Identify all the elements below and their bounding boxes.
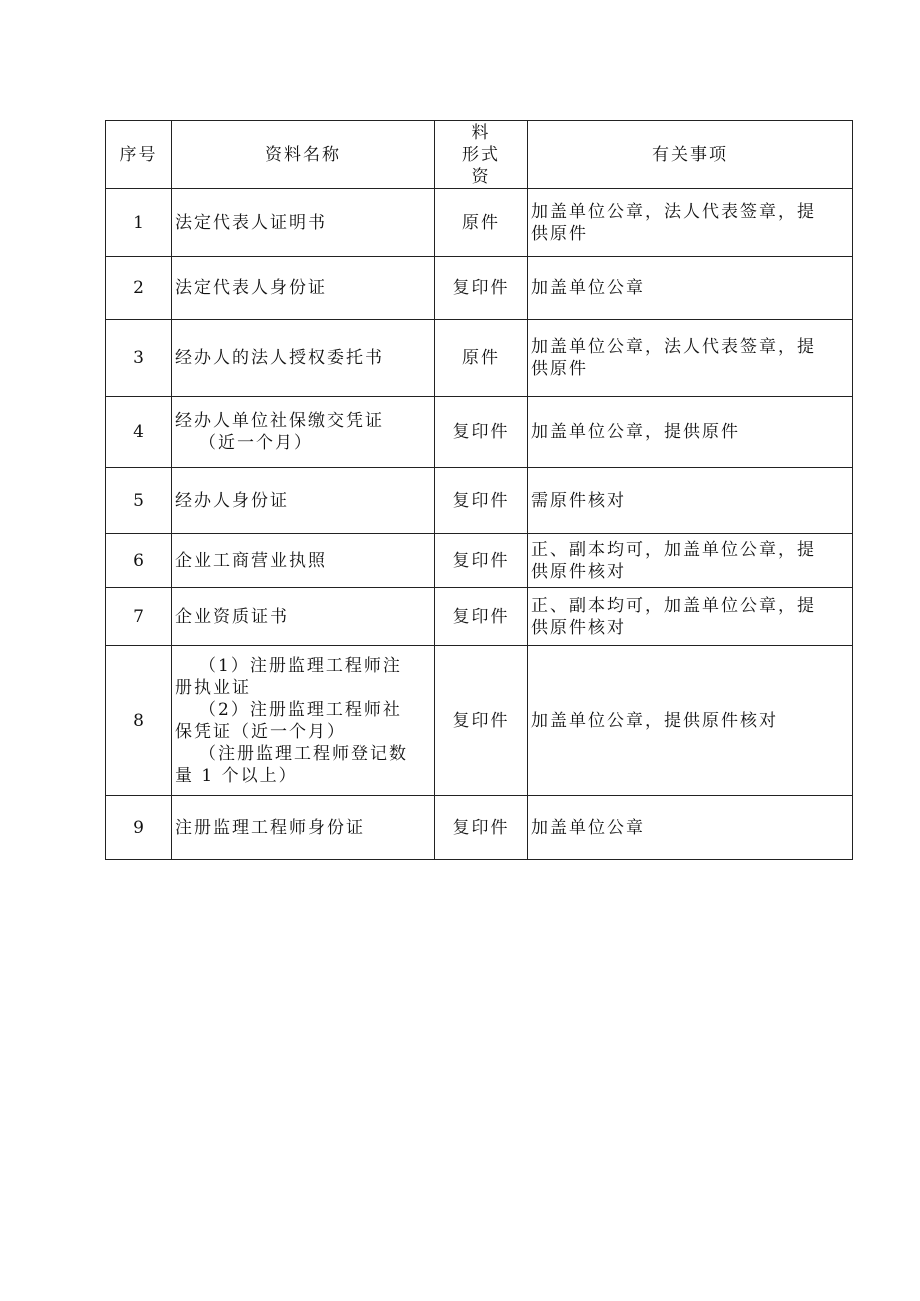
material-name <box>172 646 435 796</box>
table-row <box>106 588 853 646</box>
material-name-line: （注册监理工程师登记数 <box>199 743 408 764</box>
material-note <box>528 796 853 860</box>
material-form: 复印件 <box>435 646 528 796</box>
material-name-line: 经办人的法人授权委托书 <box>175 348 384 368</box>
row-number: 1 <box>106 189 172 257</box>
material-name <box>172 588 435 646</box>
note-line: 供原件核对 <box>531 561 626 582</box>
material-note <box>528 189 853 257</box>
row-number: 8 <box>106 646 172 796</box>
material-note <box>528 588 853 646</box>
material-name-line: 经办人身份证 <box>175 490 289 511</box>
table-row <box>106 320 853 397</box>
material-name-line: 企业资质证书 <box>175 606 289 627</box>
material-form: 复印件 <box>435 468 528 534</box>
row-number: 2 <box>106 257 172 320</box>
material-name-line: （1）注册监理工程师注 <box>199 655 402 676</box>
material-form: 复印件 <box>435 534 528 588</box>
material-form: 原件 <box>435 320 528 397</box>
material-name <box>172 468 435 534</box>
note-line: 正、副本均可，加盖单位公章，提 <box>531 595 816 616</box>
note-line: 加盖单位公章，法人代表签章，提 <box>531 201 816 222</box>
header-no: 序号 <box>106 121 172 189</box>
row-number: 6 <box>106 534 172 588</box>
material-form: 原件 <box>435 189 528 257</box>
table-row <box>106 468 853 534</box>
material-form: 复印件 <box>435 257 528 320</box>
header-form-line-2: 形式 <box>462 144 500 165</box>
header-form-line-3: 资 <box>471 166 491 187</box>
row-number: 7 <box>106 588 172 646</box>
material-note <box>528 468 853 534</box>
material-note <box>528 397 853 468</box>
note-line: 正、副本均可，加盖单位公章，提 <box>531 539 816 560</box>
note-line: 供原件 <box>531 359 588 379</box>
table-row <box>106 646 853 796</box>
material-name <box>172 320 435 397</box>
material-name-line: （2）注册监理工程师社 <box>199 699 402 720</box>
material-name-line: 册执业证 <box>175 677 251 698</box>
material-form: 复印件 <box>435 796 528 860</box>
material-name-line: （近一个月） <box>199 433 313 453</box>
material-name <box>172 534 435 588</box>
row-number: 3 <box>106 320 172 397</box>
row-number: 9 <box>106 796 172 860</box>
material-note <box>528 534 853 588</box>
note-line: 加盖单位公章，提供原件 <box>531 422 740 442</box>
table-header-row <box>106 121 853 189</box>
note-line: 需原件核对 <box>531 490 626 511</box>
table-row <box>106 796 853 860</box>
material-name-line: 法定代表人身份证 <box>175 278 327 298</box>
header-form <box>435 121 528 189</box>
note-line: 供原件 <box>531 223 588 244</box>
material-form: 复印件 <box>435 588 528 646</box>
table-row <box>106 397 853 468</box>
material-note <box>528 320 853 397</box>
note-line: 加盖单位公章 <box>531 817 645 838</box>
material-form: 复印件 <box>435 397 528 468</box>
material-name <box>172 189 435 257</box>
row-number: 5 <box>106 468 172 534</box>
material-name-line: 法定代表人证明书 <box>175 212 327 233</box>
material-name-line: 保凭证（近一个月） <box>175 721 346 742</box>
material-note <box>528 257 853 320</box>
header-form-line-1: 料 <box>471 122 491 143</box>
note-line: 加盖单位公章 <box>531 278 645 298</box>
material-name-line: 注册监理工程师身份证 <box>175 817 365 838</box>
material-name <box>172 257 435 320</box>
header-name: 资料名称 <box>172 121 435 189</box>
material-name-line: 经办人单位社保缴交凭证 <box>175 411 384 431</box>
table-row <box>106 189 853 257</box>
table-row <box>106 257 853 320</box>
table-row <box>106 534 853 588</box>
material-name <box>172 397 435 468</box>
row-number: 4 <box>106 397 172 468</box>
note-line: 加盖单位公章，提供原件核对 <box>531 710 778 731</box>
header-note: 有关事项 <box>528 121 853 189</box>
material-name <box>172 796 435 860</box>
note-line: 供原件核对 <box>531 617 626 638</box>
material-name-line: 量 1 个以上） <box>175 765 298 786</box>
material-name-line: 企业工商营业执照 <box>175 550 327 571</box>
materials-table <box>105 120 853 860</box>
material-note <box>528 646 853 796</box>
note-line: 加盖单位公章，法人代表签章，提 <box>531 337 816 357</box>
